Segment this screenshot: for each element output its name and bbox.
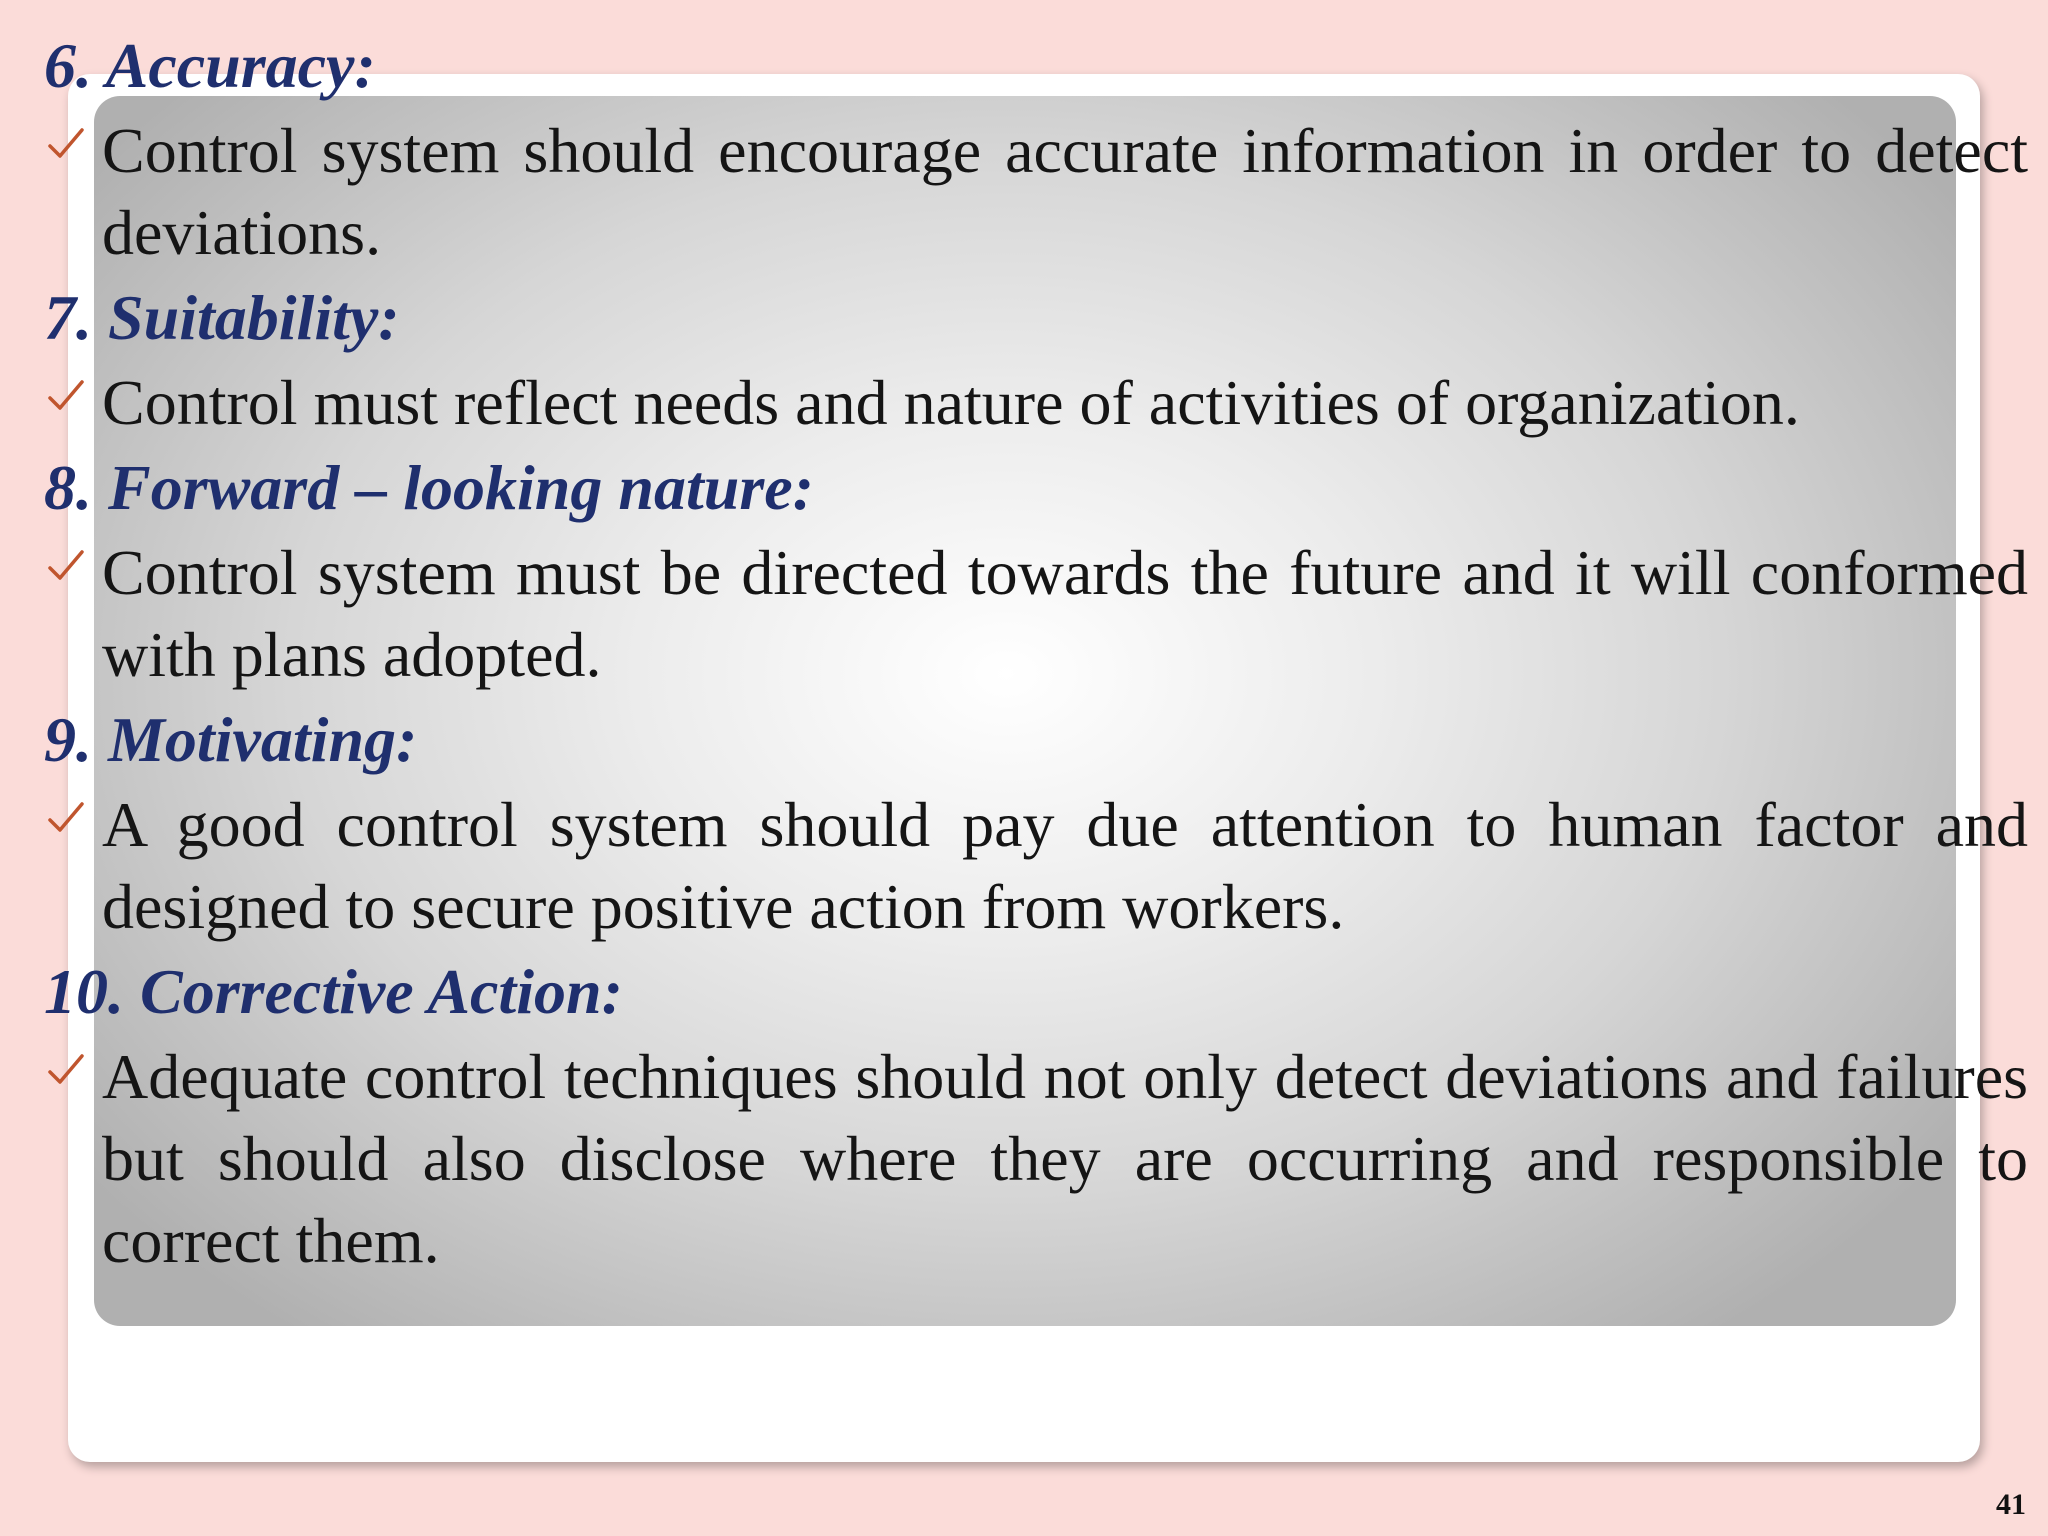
page-number: 41 — [1996, 1488, 2026, 1521]
heading-motivating: 9. Motivating: — [44, 704, 418, 775]
heading-accuracy: 6. Accuracy: — [44, 30, 376, 101]
bullet-accuracy — [44, 110, 2028, 274]
bullet-text: Adequate control techniques should not only detect deviations and failures but should also disclose where they are occurring and responsible to correct them. — [102, 1041, 2028, 1276]
bullet-motivating — [44, 784, 2028, 948]
bullet-text: Control must reflect needs and nature of activities of organization. — [102, 367, 1800, 438]
slide-content — [44, 22, 2028, 1282]
heading-suitability: 7. Suitability: — [44, 282, 400, 353]
bullet-text: A good control system should pay due attention to human factor and designed to secure positive action from workers. — [102, 789, 2028, 942]
heading-corrective-action: 10. Corrective Action: — [44, 956, 623, 1027]
checkmark-icon — [46, 1050, 86, 1090]
checkmark-icon — [46, 124, 86, 164]
bullet-forward-looking — [44, 532, 2028, 696]
checkmark-icon — [46, 376, 86, 416]
checkmark-icon — [46, 546, 86, 586]
bullet-corrective-action — [44, 1036, 2028, 1282]
bullet-text: Control system must be directed towards the future and it will conformed with plans adopted. — [102, 537, 2028, 690]
bullet-text: Control system should encourage accurate information in order to detect deviations. — [102, 115, 2028, 268]
checkmark-icon — [46, 798, 86, 838]
bullet-suitability — [44, 362, 2028, 444]
heading-forward-looking: 8. Forward – looking nature: — [44, 452, 814, 523]
